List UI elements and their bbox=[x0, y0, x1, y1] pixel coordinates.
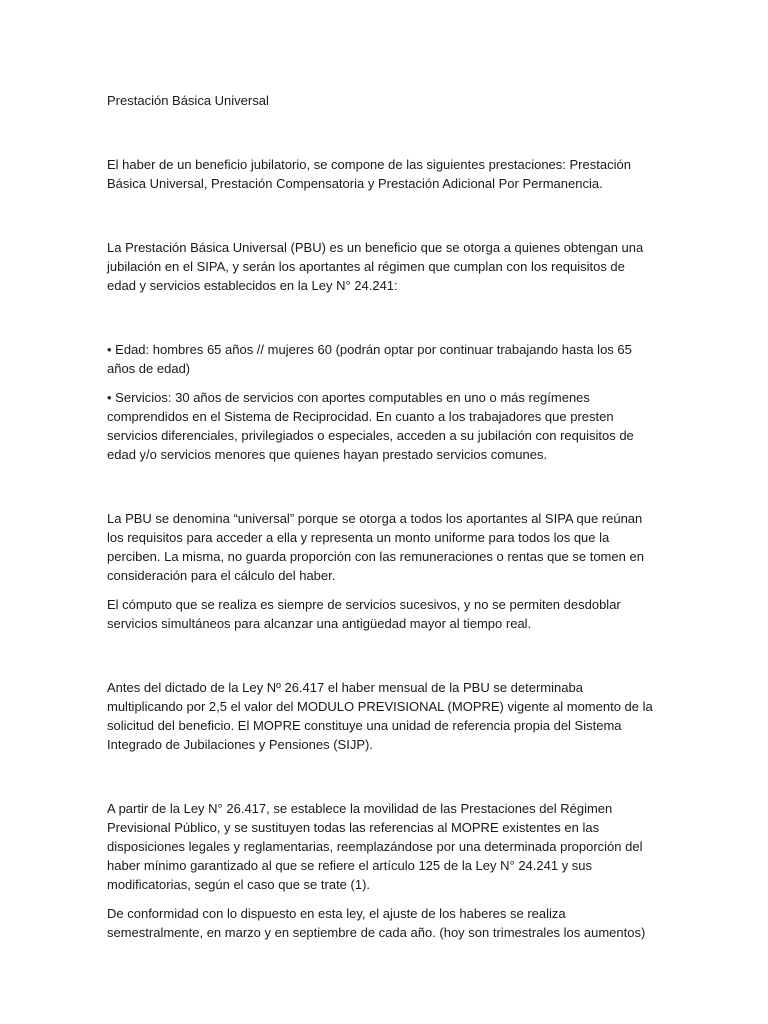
paragraph-antes-ley: Antes del dictado de la Ley Nº 26.417 el haber mensual de la PBU se determinaba multiplicando por 2,5 el valor del MODULO PREVISIONAL (MOPRE) vigente al momento de la solicitud del beneficio. El MOPRE constituye una unidad de referencia propia del Sistema Integrado de Jubilaciones y Pensiones (SIJP). bbox=[107, 680, 653, 752]
bullet-servicios: • Servicios: 30 años de servicios con aportes computables en uno o más regímenes comprendidos en el Sistema de Reciprocidad. En cuanto a los trabajadores que presten servicios diferenciales, privilegiados o especiales, acceden a su jubilación con requisitos de edad y/o servicios menores que quienes hayan prestado servicios comunes. bbox=[107, 390, 634, 462]
document-title: Prestación Básica Universal bbox=[107, 93, 269, 108]
paragraph-universal: La PBU se denomina “universal” porque se otorga a todos los aportantes al SIPA que reúnan los requisitos para acceder a ella y representa un monto uniforme para todos los que la perciben. La misma, no guarda proporción con las remuneraciones o rentas que se tomen en consideración para el cálculo del haber. bbox=[107, 511, 644, 583]
paragraph-a-partir-ley: A partir de la Ley N° 26.417, se establece la movilidad de las Prestaciones del Régimen Previsional Público, y se sustituyen todas las referencias al MOPRE existentes en las disposiciones legales y reglamentarias, reemplazándose por una determinada proporción del haber mínimo garantizado al que se refiere el artículo 125 de la Ley N° 24.241 y sus modificatorias, según el caso que se trate (1). bbox=[107, 801, 643, 892]
document-page bbox=[107, 91, 655, 942]
paragraph-intro: El haber de un beneficio jubilatorio, se compone de las siguientes prestaciones: Prestación Básica Universal, Prestación Compensatoria y Prestación Adicional Por Permanencia. bbox=[107, 157, 631, 191]
bullet-edad: • Edad: hombres 65 años // mujeres 60 (podrán optar por continuar trabajando hasta los 65 años de edad) bbox=[107, 342, 632, 376]
paragraph-pbu-definition: La Prestación Básica Universal (PBU) es un beneficio que se otorga a quienes obtengan una jubilación en el SIPA, y serán los aportantes al régimen que cumplan con los requisitos de edad y servicios establecidos en la Ley N° 24.241: bbox=[107, 240, 644, 293]
paragraph-computo: El cómputo que se realiza es siempre de servicios sucesivos, y no se permiten desdoblar servicios simultáneos para alcanzar una antigüedad mayor al tiempo real. bbox=[107, 597, 621, 631]
paragraph-conformidad: De conformidad con lo dispuesto en esta ley, el ajuste de los haberes se realiza semestralmente, en marzo y en septiembre de cada año. (hoy son trimestrales los aumentos) bbox=[107, 906, 646, 940]
